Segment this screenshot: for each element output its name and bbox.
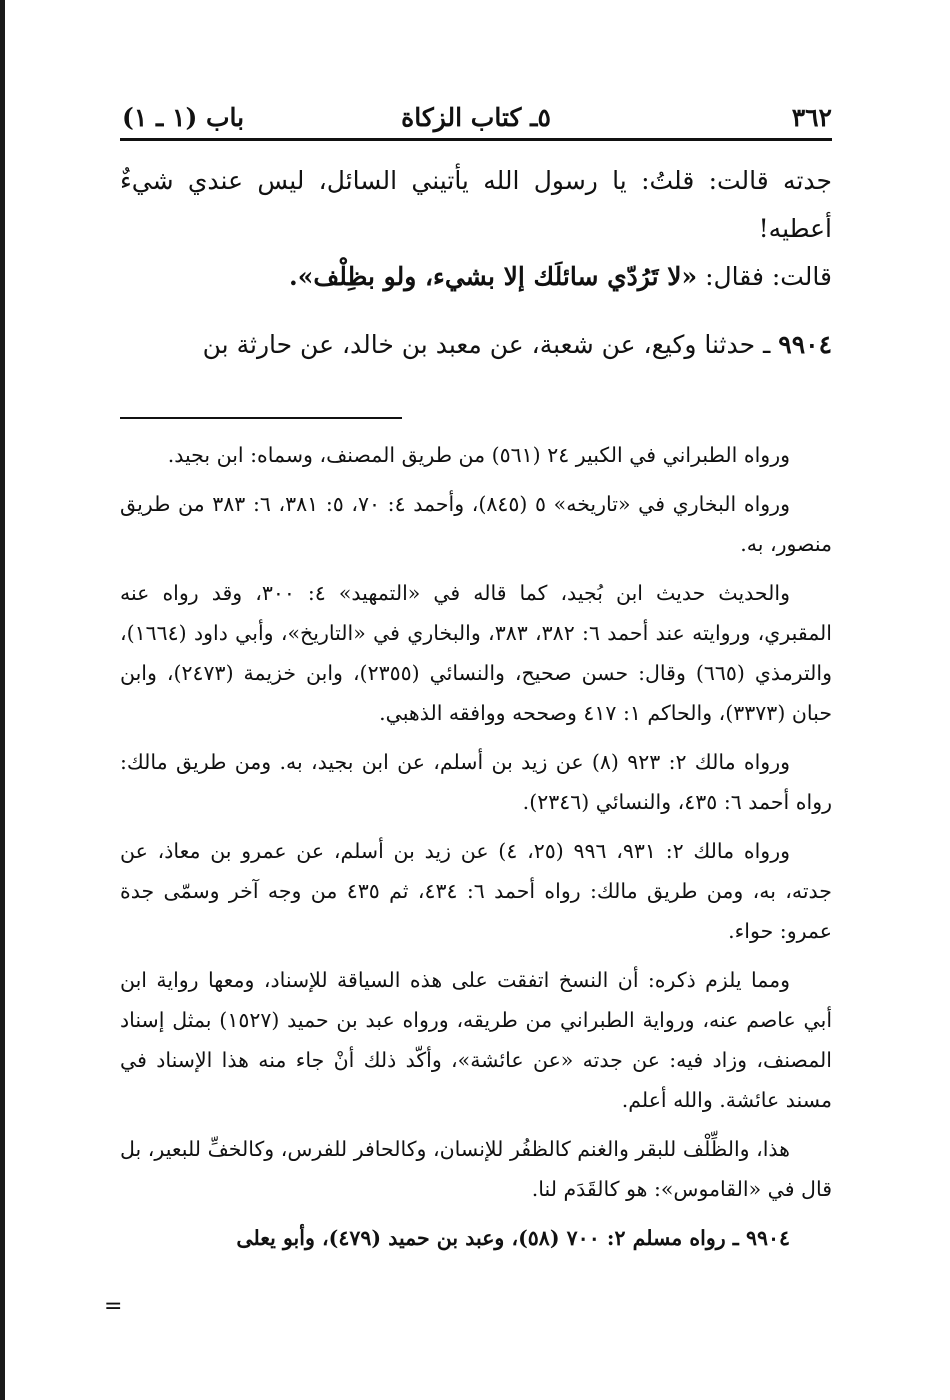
footnote-paragraph: ورواه البخاري في «تاريخه» ٥ (٨٤٥)، وأحمد ٤: ٧٠، ٥: ٣٨١، ٦: ٣٨٣ من طريق منصور، به. <box>120 492 832 556</box>
footnote-paragraph: ومما يلزم ذكره: أن النسخ اتفقت على هذه السياقة للإسناد، ومعها رواية ابن أبي عاصم عنه، ورواية الطبراني من طريقه، ورواه عبد بن حميد (١٥٢٧) بمثل إسناد المصنف، وزاد فيه: عن جدته «عن عائشة»، وأكّد ذلك أنْ جاء منه هذا الإسناد في مسند عائشة. والله أعلم. <box>120 968 833 1112</box>
main-text <box>120 157 832 369</box>
chapter-label: باب (١ ـ ١) <box>122 103 245 132</box>
book-title: ٥ـ كتاب الزكاة <box>401 103 551 132</box>
footnote-hadith-reference: ٩٩٠٤ ـ رواه مسلم ٢: ٧٠٠ (٥٨)، وعبد بن حميد (٤٧٩)، وأبو يعلى <box>236 1226 790 1250</box>
footnotes <box>120 435 832 1258</box>
footnote-paragraph: هذا، والظِّلْف للبقر والغنم كالظفُر للإنسان، وكالحافر للفرس، وكالخفِّ للبعير، بل قال في «القاموس»: هو كالقَدَم لنا. <box>120 1137 832 1201</box>
hadith-text: ـ حدثنا وكيع، عن شعبة، عن معبد بن خالد، عن حارثة بن <box>202 330 779 359</box>
hadith-number: ٩٩٠٤ <box>778 330 832 359</box>
main-line-2-prefix: قالت: فقال: <box>697 262 832 291</box>
prophetic-saying: «لا تَرُدّي سائلَك إلا بشيء، ولو بظِلْف». <box>289 262 698 291</box>
hadith-entry <box>120 321 832 369</box>
book-page <box>120 100 832 1267</box>
page-number: ٣٦٢ <box>791 103 832 132</box>
main-line-1: جدته قالت: قلتُ: يا رسول الله يأتيني السائل، ليس عندي شيءٌ أعطيه! <box>120 166 832 243</box>
footnote-separator <box>120 417 402 419</box>
footnote-paragraph: والحديث حديث ابن بُجيد، كما قاله في «التمهيد» ٤: ٣٠٠، وقد رواه عنه المقبري، وروايته عند أحمد ٦: ٣٨٢، ٣٨٣، والبخاري في «التاريخ»، وأبي داود (١٦٦٤)، والترمذي (٦٦٥) وقال: حسن صحيح، والنسائي (٢٣٥٥)، وابن خزيمة (٢٤٧٣)، وابن حبان (٣٣٧٣)، والحاكم ١: ٤١٧ وصححه ووافقه الذهبي. <box>120 581 833 725</box>
continuation-mark: = <box>104 1294 123 1319</box>
footnote-paragraph: ورواه مالك ٢: ٩٣١، ٩٩٦ (٢٥، ٤) عن زيد بن أسلم، عن عمرو بن معاذ، عن جدته، به، ومن طريق مالك: رواه أحمد ٦: ٤٣٤، ثم ٤٣٥ من وجه آخر وسمّى جدة عمرو: حواء. <box>120 839 832 943</box>
footnote-paragraph: ورواه مالك ٢: ٩٢٣ (٨) عن زيد بن أسلم، عن ابن بجيد، به. ومن طريق مالك: رواه أحمد ٦: ٤٣٥، والنسائي (٢٣٤٦). <box>120 750 832 814</box>
page-binding-edge <box>0 0 5 1400</box>
main-line-2 <box>120 253 832 301</box>
running-header <box>120 100 832 141</box>
footnote-paragraph: ورواه الطبراني في الكبير ٢٤ (٥٦١) من طريق المصنف، وسماه: ابن بجيد. <box>167 443 790 467</box>
